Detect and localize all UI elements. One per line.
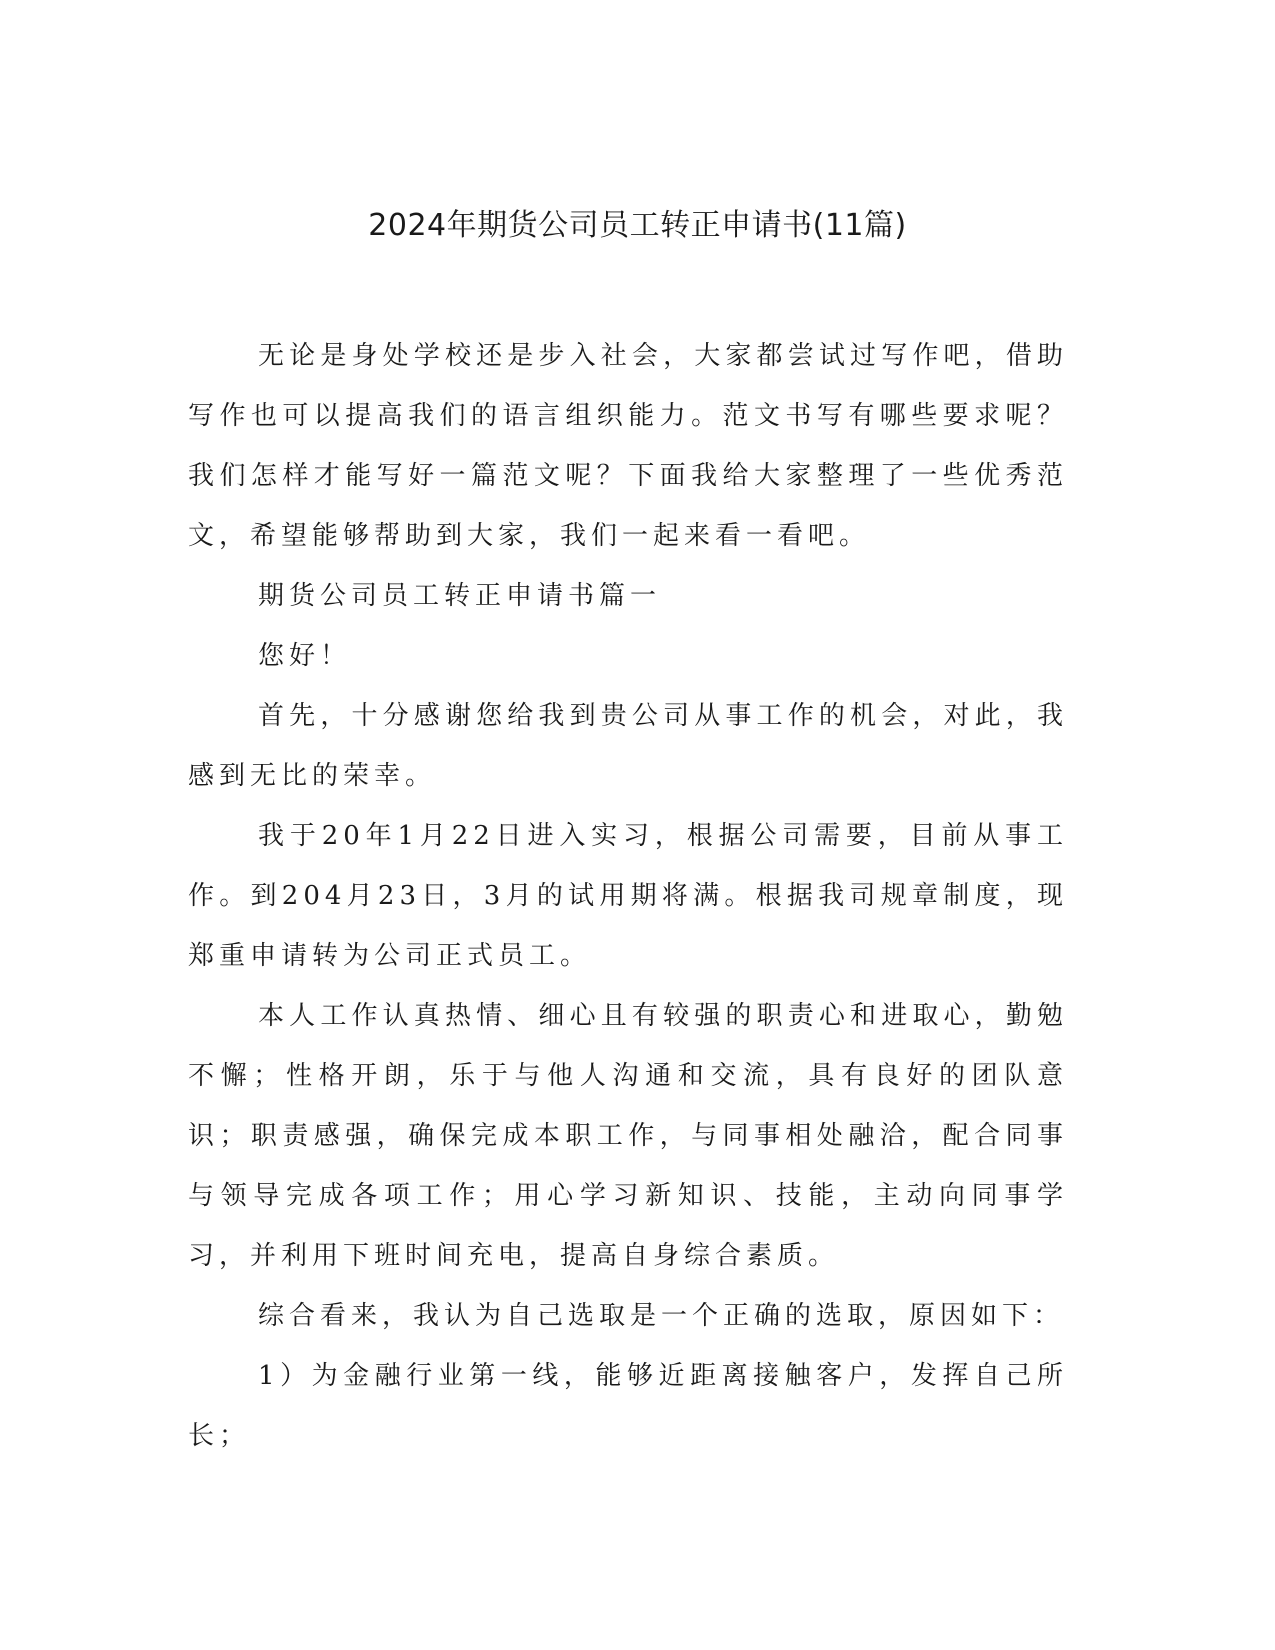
intro-paragraph: 无论是身处学校还是步入社会，大家都尝试过写作吧，借助写作也可以提高我们的语言组织能力。范文书写有哪些要求呢？我们怎样才能写好一篇范文呢？下面我给大家整理了一些优秀范文，希望能够帮助到大家，我们一起来看一看吧。 [188, 341, 1068, 551]
body-paragraph: 本人工作认真热情、细心且有较强的职责心和进取心，勤勉不懈；性格开朗，乐于与他人沟通和交流，具有良好的团队意识；职责感强，确保完成本职工作，与同事相处融洽，配合同事与领导完成各项工作；用心学习新知识、技能，主动向同事学习，并利用下班时间充电，提高自身综合素质。 [188, 1001, 1068, 1271]
section-heading: 期货公司员工转正申请书篇一 [258, 581, 662, 611]
salutation: 您好！ [258, 641, 352, 671]
list-item: 1）为金融行业第一线，能够近距离接触客户，发挥自己所长； [188, 1361, 1068, 1451]
document-title: 2024年期货公司员工转正申请书(11篇) [368, 208, 907, 243]
body-paragraph: 首先，十分感谢您给我到贵公司从事工作的机会，对此，我感到无比的荣幸。 [188, 701, 1068, 791]
document-body [188, 326, 1068, 1466]
body-paragraph: 我于20年1月22日进入实习，根据公司需要，目前从事工作。到204月23日，3月的试用期将满。根据我司规章制度，现郑重申请转为公司正式员工。 [188, 821, 1068, 971]
body-paragraph: 综合看来，我认为自己选取是一个正确的选取，原因如下： [258, 1301, 1065, 1331]
